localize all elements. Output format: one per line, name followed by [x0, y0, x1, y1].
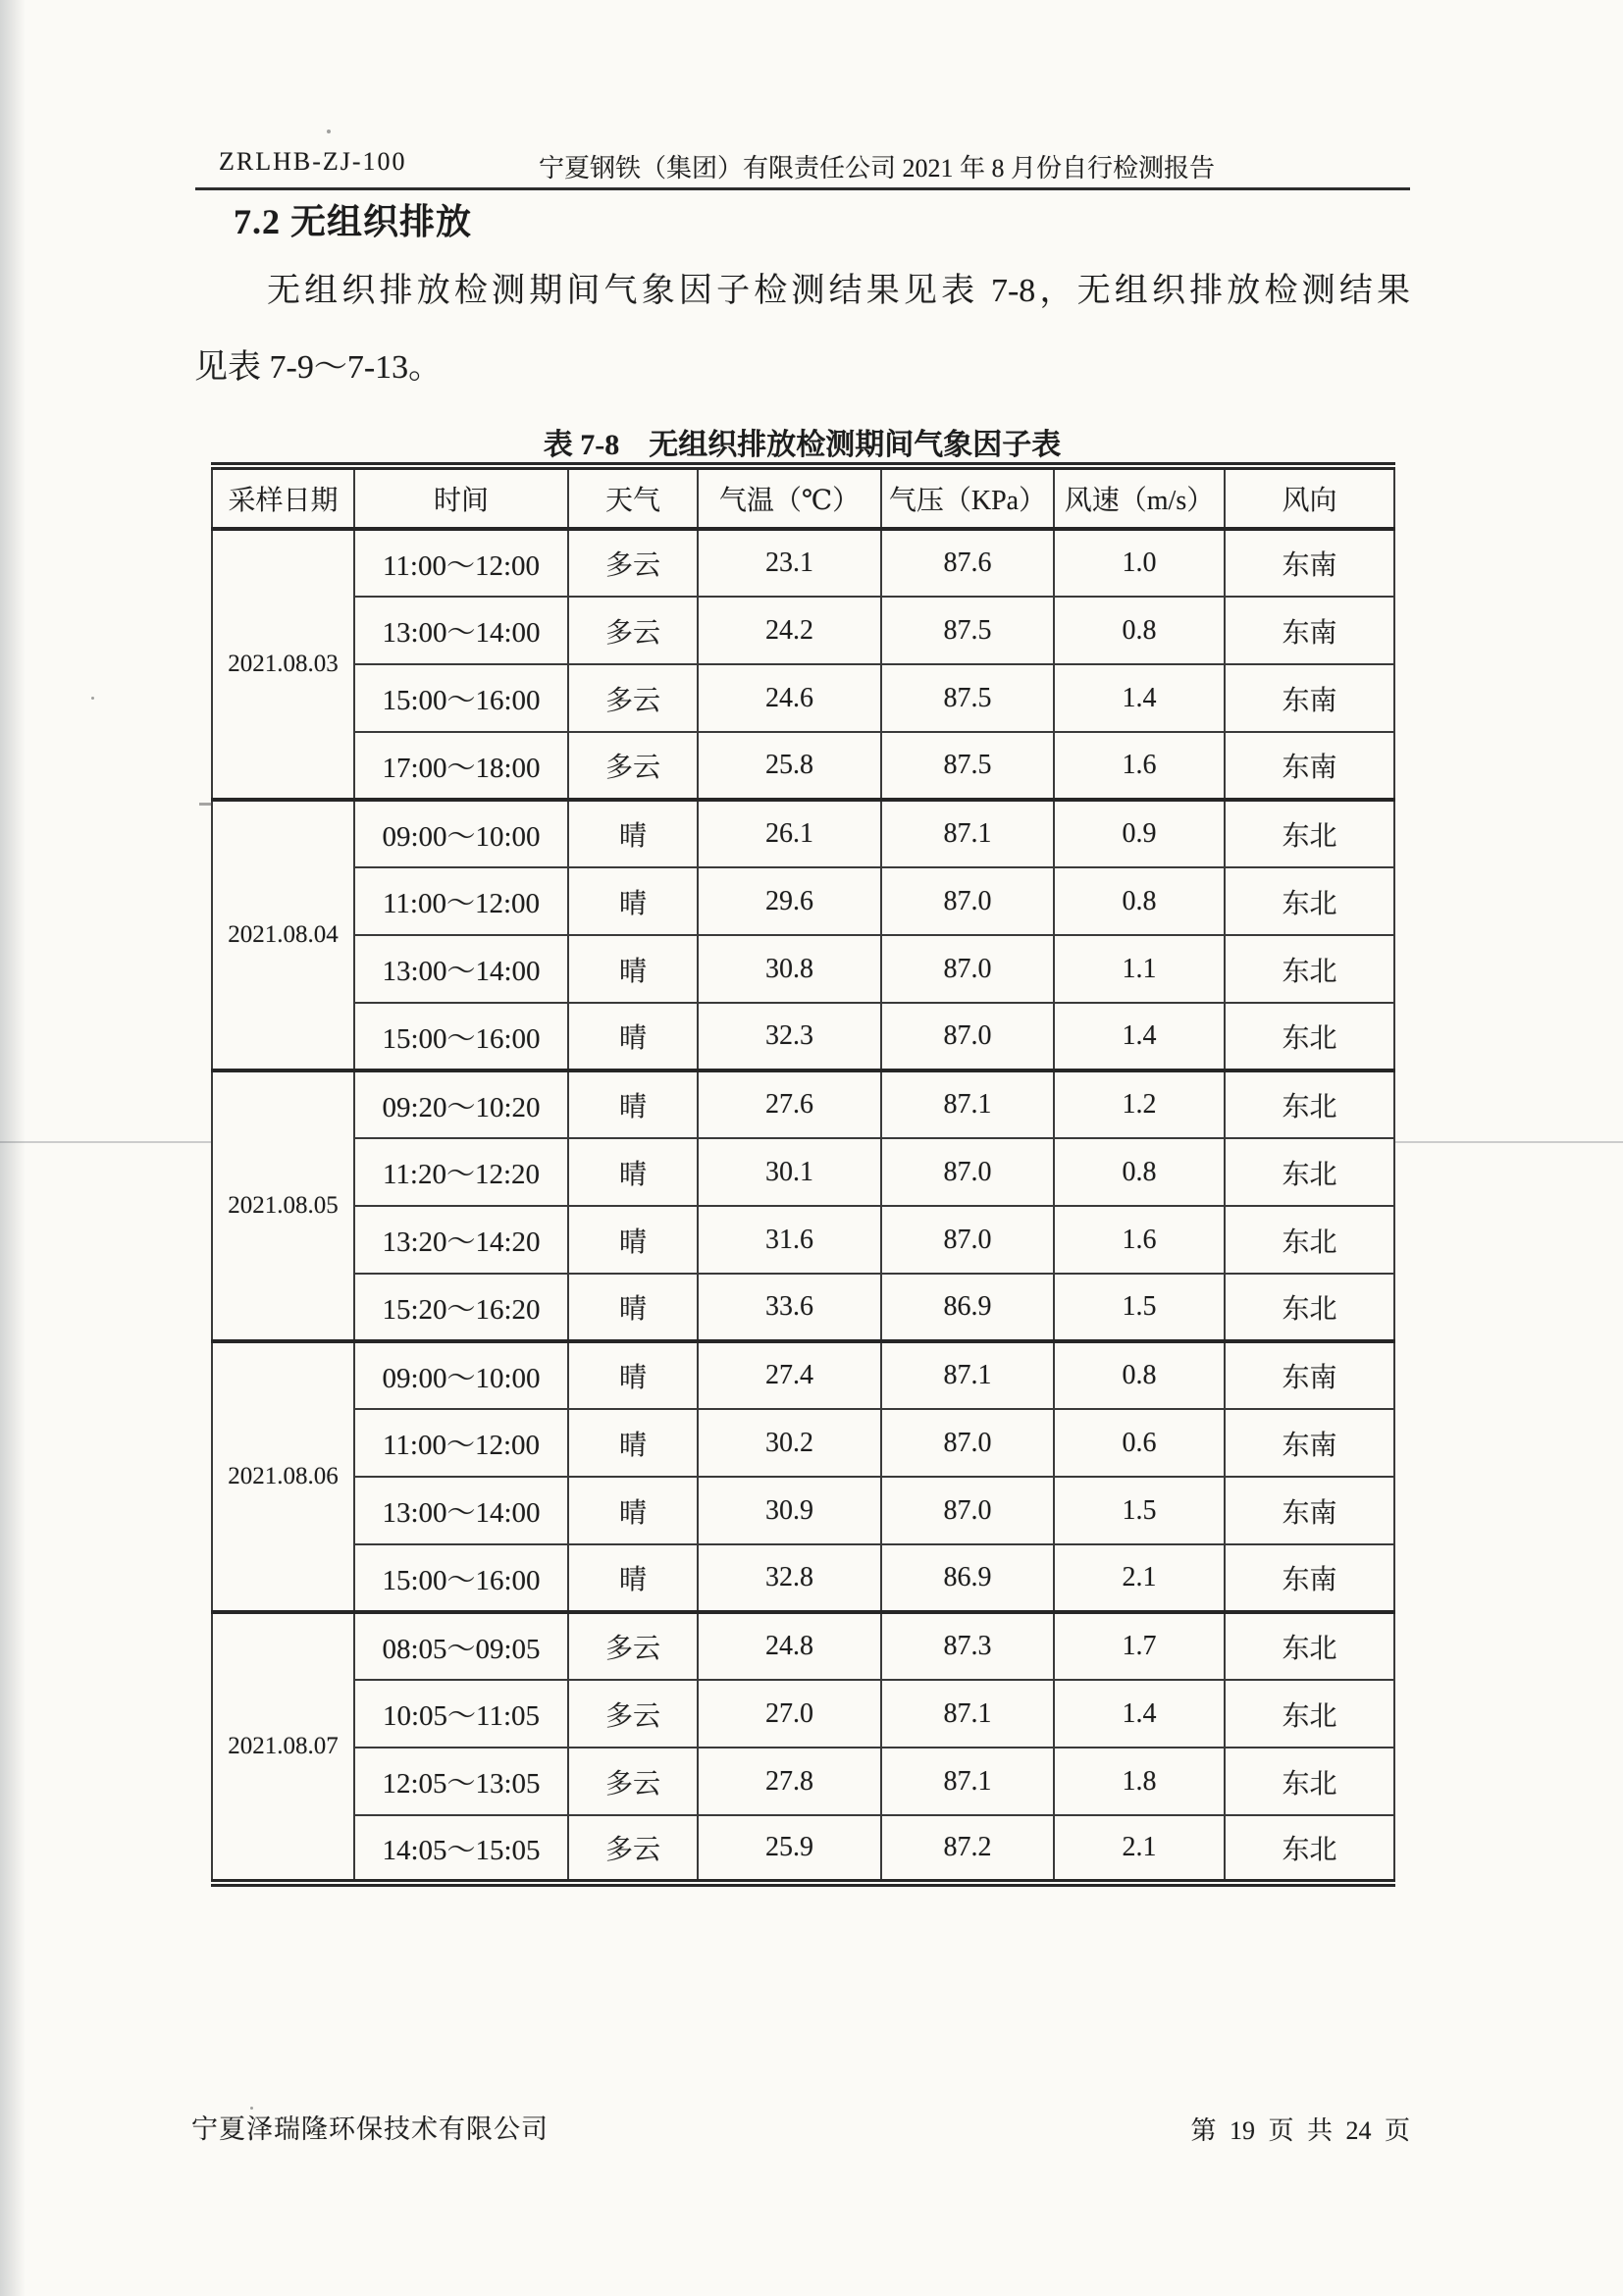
time-cell: 11:00～12:00 — [354, 867, 568, 935]
weather-cell: 多云 — [568, 1815, 698, 1883]
wind-dir-cell: 东北 — [1225, 1274, 1394, 1341]
temp-cell: 33.6 — [698, 1274, 881, 1341]
weather-cell: 晴 — [568, 1341, 698, 1409]
time-cell: 13:00～14:00 — [354, 1477, 568, 1544]
data-row — [212, 935, 1394, 1003]
weather-cell: 晴 — [568, 1477, 698, 1544]
pressure-cell: 87.5 — [881, 664, 1054, 732]
weather-cell: 多云 — [568, 1612, 698, 1680]
time-cell: 09:00～10:00 — [354, 1341, 568, 1409]
date-group — [212, 529, 1394, 800]
temp-cell: 25.8 — [698, 732, 881, 800]
temp-cell: 27.4 — [698, 1341, 881, 1409]
time-cell: 12:05～13:05 — [354, 1748, 568, 1815]
weather-cell: 多云 — [568, 529, 698, 597]
wind-speed-cell: 0.8 — [1054, 867, 1225, 935]
data-row — [212, 1206, 1394, 1274]
wind-speed-cell: 0.8 — [1054, 1341, 1225, 1409]
wind-dir-cell: 东北 — [1225, 867, 1394, 935]
wind-speed-cell: 1.6 — [1054, 732, 1225, 800]
report-title: 宁夏钢铁（集团）有限责任公司 2021 年 8 月份自行检测报告 — [539, 154, 1216, 183]
time-cell: 08:05～09:05 — [354, 1612, 568, 1680]
weather-cell: 晴 — [568, 1206, 698, 1274]
date-group — [212, 1612, 1394, 1883]
time-cell: 13:00～14:00 — [354, 597, 568, 664]
time-cell: 09:20～10:20 — [354, 1070, 568, 1138]
wind-speed-cell: 1.2 — [1054, 1070, 1225, 1138]
pressure-cell: 87.3 — [881, 1612, 1054, 1680]
column-header: 时间 — [354, 466, 568, 529]
pressure-cell: 87.1 — [881, 800, 1054, 867]
temp-cell: 30.9 — [698, 1477, 881, 1544]
wind-speed-cell: 1.7 — [1054, 1612, 1225, 1680]
column-header: 采样日期 — [212, 466, 354, 529]
time-cell: 15:00～16:00 — [354, 1544, 568, 1612]
pressure-cell: 87.0 — [881, 1003, 1054, 1070]
wind-speed-cell: 1.8 — [1054, 1748, 1225, 1815]
wind-speed-cell: 0.9 — [1054, 800, 1225, 867]
data-row — [212, 1612, 1394, 1680]
temp-cell: 30.1 — [698, 1138, 881, 1206]
pressure-cell: 86.9 — [881, 1274, 1054, 1341]
data-row — [212, 1341, 1394, 1409]
wind-speed-cell: 1.6 — [1054, 1206, 1225, 1274]
weather-cell: 晴 — [568, 1003, 698, 1070]
time-cell: 15:00～16:00 — [354, 664, 568, 732]
weather-cell: 晴 — [568, 1274, 698, 1341]
time-cell: 11:00～12:00 — [354, 529, 568, 597]
wind-speed-cell: 2.1 — [1054, 1544, 1225, 1612]
time-cell: 15:20～16:20 — [354, 1274, 568, 1341]
document-code: ZRLHB-ZJ-100 — [219, 147, 407, 176]
time-cell: 10:05～11:05 — [354, 1680, 568, 1748]
temp-cell: 26.1 — [698, 800, 881, 867]
pressure-cell: 87.0 — [881, 1409, 1054, 1477]
scan-speck — [327, 130, 331, 133]
sample-date-cell: 2021.08.04 — [212, 800, 354, 1070]
temp-cell: 30.2 — [698, 1409, 881, 1477]
data-row — [212, 1274, 1394, 1341]
data-row — [212, 1003, 1394, 1070]
wind-speed-cell: 0.6 — [1054, 1409, 1225, 1477]
temp-cell: 23.1 — [698, 529, 881, 597]
scan-edge-artifact — [0, 0, 26, 2296]
data-row — [212, 529, 1394, 597]
data-row — [212, 732, 1394, 800]
time-cell: 13:00～14:00 — [354, 935, 568, 1003]
header-row — [212, 466, 1394, 529]
section-heading: 7.2 无组织排放 — [234, 202, 473, 241]
column-header: 气压（KPa） — [881, 466, 1054, 529]
wind-speed-cell: 2.1 — [1054, 1815, 1225, 1883]
data-row — [212, 1477, 1394, 1544]
time-cell: 11:00～12:00 — [354, 1409, 568, 1477]
wind-dir-cell: 东北 — [1225, 1003, 1394, 1070]
date-group — [212, 1070, 1394, 1341]
weather-cell: 晴 — [568, 1409, 698, 1477]
pressure-cell: 87.1 — [881, 1070, 1054, 1138]
time-cell: 11:20～12:20 — [354, 1138, 568, 1206]
temp-cell: 24.6 — [698, 664, 881, 732]
header-rule — [195, 187, 1410, 190]
column-header: 天气 — [568, 466, 698, 529]
pressure-cell: 87.2 — [881, 1815, 1054, 1883]
data-row — [212, 1748, 1394, 1815]
temp-cell: 29.6 — [698, 867, 881, 935]
wind-dir-cell: 东南 — [1225, 664, 1394, 732]
wind-speed-cell: 1.4 — [1054, 1003, 1225, 1070]
data-row — [212, 867, 1394, 935]
temp-cell: 27.0 — [698, 1680, 881, 1748]
pressure-cell: 87.0 — [881, 1138, 1054, 1206]
date-group — [212, 1341, 1394, 1612]
wind-dir-cell: 东北 — [1225, 800, 1394, 867]
wind-dir-cell: 东南 — [1225, 529, 1394, 597]
weather-cell: 多云 — [568, 732, 698, 800]
sample-date-cell: 2021.08.07 — [212, 1612, 354, 1883]
date-group — [212, 800, 1394, 1070]
temp-cell: 30.8 — [698, 935, 881, 1003]
temp-cell: 24.2 — [698, 597, 881, 664]
wind-dir-cell: 东南 — [1225, 597, 1394, 664]
temp-cell: 24.8 — [698, 1612, 881, 1680]
footer-page-number: 第 19 页 共 24 页 — [1190, 2116, 1410, 2145]
pressure-cell: 87.0 — [881, 1206, 1054, 1274]
weather-cell: 晴 — [568, 1070, 698, 1138]
wind-speed-cell: 1.5 — [1054, 1477, 1225, 1544]
data-row — [212, 1815, 1394, 1883]
sample-date-cell: 2021.08.06 — [212, 1341, 354, 1612]
body-paragraph-line: 无组织排放检测期间气象因子检测结果见表 7-8，无组织排放检测结果 — [267, 273, 1410, 309]
pressure-cell: 87.0 — [881, 1477, 1054, 1544]
footer-company-name: 宁夏泽瑞隆环保技术有限公司 — [191, 2114, 549, 2144]
pressure-cell: 87.0 — [881, 935, 1054, 1003]
weather-cell: 多云 — [568, 1680, 698, 1748]
temp-cell: 25.9 — [698, 1815, 881, 1883]
pressure-cell: 87.1 — [881, 1341, 1054, 1409]
wind-dir-cell: 东南 — [1225, 1409, 1394, 1477]
weather-cell: 多云 — [568, 664, 698, 732]
time-cell: 15:00～16:00 — [354, 1003, 568, 1070]
wind-speed-cell: 0.8 — [1054, 597, 1225, 664]
weather-cell: 晴 — [568, 867, 698, 935]
pressure-cell: 87.1 — [881, 1748, 1054, 1815]
table-caption: 表 7-8 无组织排放检测期间气象因子表 — [543, 429, 1062, 461]
table-head — [212, 466, 1394, 529]
temp-cell: 27.8 — [698, 1748, 881, 1815]
temp-cell: 32.3 — [698, 1003, 881, 1070]
wind-dir-cell: 东北 — [1225, 1815, 1394, 1883]
column-header: 气温（℃） — [698, 466, 881, 529]
weather-cell: 晴 — [568, 800, 698, 867]
pressure-cell: 87.5 — [881, 732, 1054, 800]
time-cell: 13:20～14:20 — [354, 1206, 568, 1274]
sample-date-cell: 2021.08.05 — [212, 1070, 354, 1341]
data-row — [212, 664, 1394, 732]
column-header: 风速（m/s） — [1054, 466, 1225, 529]
wind-speed-cell: 1.4 — [1054, 664, 1225, 732]
time-cell: 09:00～10:00 — [354, 800, 568, 867]
body-paragraph-line: 见表 7-9～7-13。 — [194, 349, 443, 386]
wind-dir-cell: 东北 — [1225, 1748, 1394, 1815]
wind-dir-cell: 东南 — [1225, 1477, 1394, 1544]
data-row — [212, 1070, 1394, 1138]
weather-cell: 多云 — [568, 1748, 698, 1815]
data-row — [212, 1409, 1394, 1477]
wind-dir-cell: 东南 — [1225, 1341, 1394, 1409]
data-row — [212, 800, 1394, 867]
pressure-cell: 87.5 — [881, 597, 1054, 664]
weather-cell: 晴 — [568, 1544, 698, 1612]
pressure-cell: 86.9 — [881, 1544, 1054, 1612]
wind-speed-cell: 0.8 — [1054, 1138, 1225, 1206]
data-row — [212, 1544, 1394, 1612]
scan-speck — [91, 697, 94, 700]
data-row — [212, 597, 1394, 664]
wind-speed-cell: 1.4 — [1054, 1680, 1225, 1748]
pressure-cell: 87.0 — [881, 867, 1054, 935]
wind-dir-cell: 东南 — [1225, 732, 1394, 800]
pressure-cell: 87.1 — [881, 1680, 1054, 1748]
wind-speed-cell: 1.0 — [1054, 529, 1225, 597]
wind-dir-cell: 东北 — [1225, 1612, 1394, 1680]
weather-cell: 晴 — [568, 1138, 698, 1206]
wind-dir-cell: 东南 — [1225, 1544, 1394, 1612]
wind-dir-cell: 东北 — [1225, 935, 1394, 1003]
temp-cell: 27.6 — [698, 1070, 881, 1138]
wind-dir-cell: 东北 — [1225, 1206, 1394, 1274]
data-row — [212, 1680, 1394, 1748]
weather-cell: 晴 — [568, 935, 698, 1003]
data-row — [212, 1138, 1394, 1206]
wind-speed-cell: 1.5 — [1054, 1274, 1225, 1341]
wind-speed-cell: 1.1 — [1054, 935, 1225, 1003]
temp-cell: 32.8 — [698, 1544, 881, 1612]
wind-dir-cell: 东北 — [1225, 1138, 1394, 1206]
time-cell: 17:00～18:00 — [354, 732, 568, 800]
temp-cell: 31.6 — [698, 1206, 881, 1274]
column-header: 风向 — [1225, 466, 1394, 529]
time-cell: 14:05～15:05 — [354, 1815, 568, 1883]
meteo-table — [211, 462, 1395, 1887]
wind-dir-cell: 东北 — [1225, 1070, 1394, 1138]
pressure-cell: 87.6 — [881, 529, 1054, 597]
sample-date-cell: 2021.08.03 — [212, 529, 354, 800]
weather-cell: 多云 — [568, 597, 698, 664]
wind-dir-cell: 东北 — [1225, 1680, 1394, 1748]
